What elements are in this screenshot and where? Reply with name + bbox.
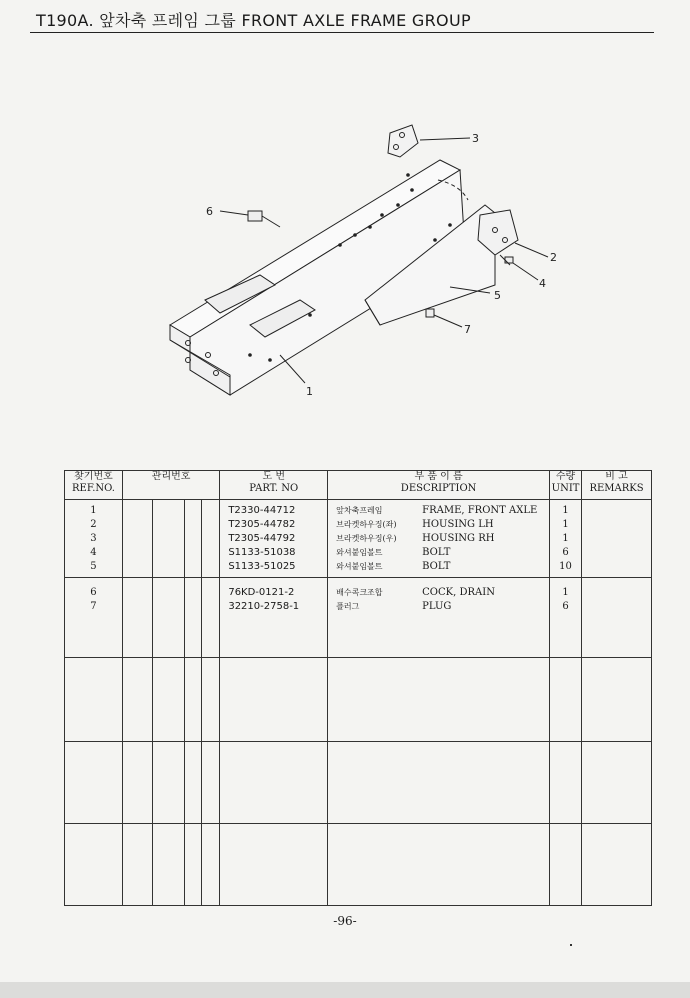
callout-7: 7 [464, 323, 471, 336]
description: 배수콕크조합 COCK, DRAIN [336, 587, 495, 598]
callout-3: 3 [472, 132, 479, 145]
callout-4: 4 [539, 277, 546, 290]
unit-qty: 10 [559, 561, 572, 572]
plug-7 [426, 309, 434, 317]
callout-1: 1 [306, 385, 313, 398]
description: 브라켓하우징(우) HOUSING RH [336, 533, 495, 544]
callout-6: 6 [206, 205, 213, 218]
title-rule [30, 32, 654, 33]
ref-no: 3 [90, 533, 97, 544]
table-row [65, 500, 652, 578]
unit-qty: 1 [562, 533, 569, 544]
remarks-cell [582, 500, 652, 578]
table-row-empty [65, 824, 652, 906]
table-header-row [65, 471, 652, 500]
page-number: -96- [333, 914, 357, 928]
header-description: 부 품 이 름 DESCRIPTION [328, 471, 550, 500]
scan-band [0, 982, 690, 998]
description: 앞차축프레임 FRAME, FRONT AXLE [336, 505, 538, 516]
part-no: T2330-44712 [228, 505, 296, 516]
housing-rh [388, 125, 418, 157]
header-remarks: 비 고 REMARKS [582, 471, 652, 500]
description: 플러그 PLUG [336, 601, 452, 612]
part-no: T2305-44782 [228, 519, 296, 530]
remarks-cell [582, 578, 652, 658]
exploded-diagram [150, 115, 580, 415]
header-unit: 수량 UNIT [550, 471, 582, 500]
ref-no: 1 [90, 505, 97, 516]
ref-no: 6 [90, 587, 97, 598]
description: 와셔붙임볼트 BOLT [336, 547, 451, 558]
ref-no: 2 [90, 519, 97, 530]
bolt-4 [500, 255, 513, 265]
unit-qty: 1 [562, 505, 569, 516]
callout-5: 5 [494, 289, 501, 302]
callout-2: 2 [550, 251, 557, 264]
unit-qty: 6 [562, 547, 569, 558]
part-no: S1133-51038 [228, 547, 296, 558]
parts-table [64, 470, 652, 906]
ref-no: 7 [90, 601, 97, 612]
speck [570, 944, 572, 946]
unit-qty: 1 [562, 519, 569, 530]
header-ref: 찾기번호 REF.NO. [65, 471, 123, 500]
unit-qty: 6 [562, 601, 569, 612]
page-title: T190A. 앞차축 프레임 그룹 FRONT AXLE FRAME GROUP [36, 11, 471, 30]
ref-no: 5 [90, 561, 97, 572]
unit-qty: 1 [562, 587, 569, 598]
part-no: 32210-2758-1 [228, 601, 300, 612]
part-no: 76KD-0121-2 [228, 587, 295, 598]
part-no: S1133-51025 [228, 561, 296, 572]
header-part-no: 도 번 PART. NO [220, 471, 328, 500]
drain-cock [248, 211, 280, 227]
part-no: T2305-44792 [228, 533, 296, 544]
table-row-empty [65, 658, 652, 742]
description: 브라켓하우징(좌) HOUSING LH [336, 519, 494, 530]
ref-no: 4 [90, 547, 97, 558]
table-row-empty [65, 742, 652, 824]
header-management-no: 관리번호 [122, 471, 219, 500]
description: 와셔붙임볼트 BOLT [336, 561, 451, 572]
table-row [65, 578, 652, 658]
